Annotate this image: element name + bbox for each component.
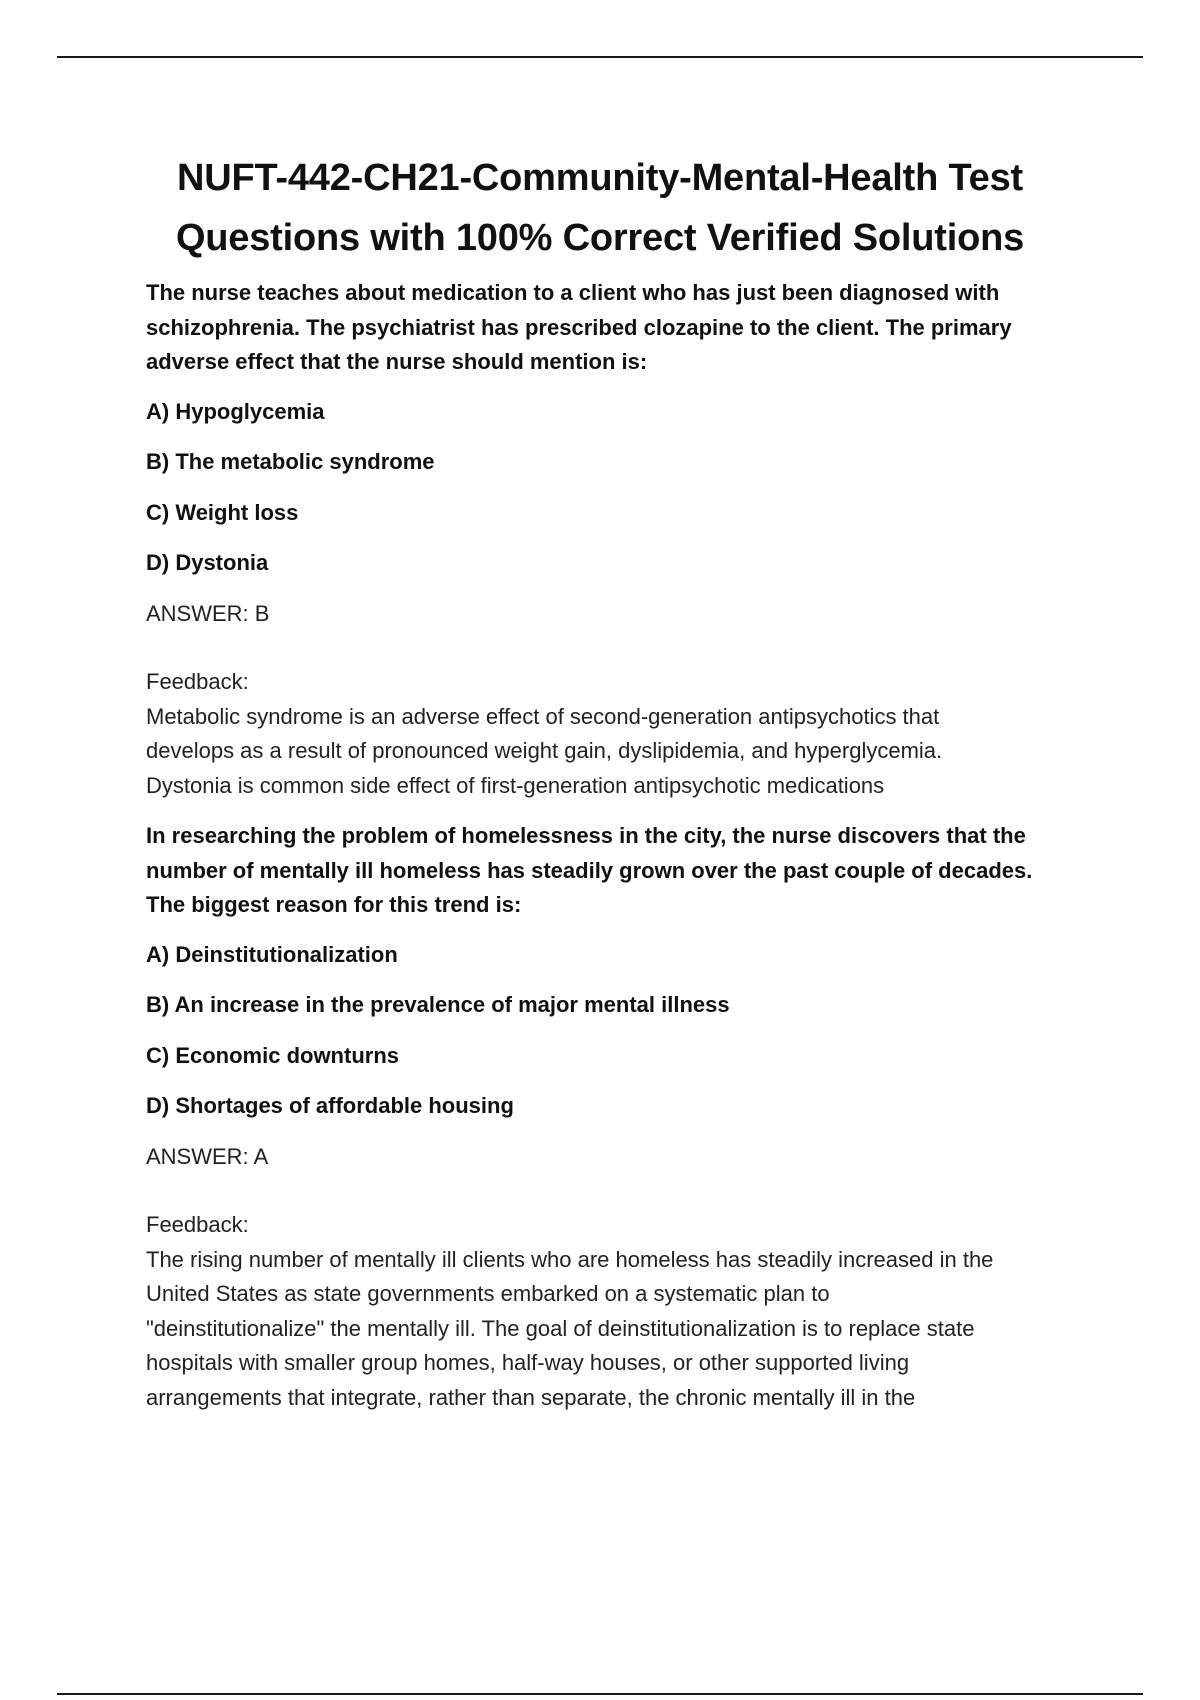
feedback-line: "deinstitutionalize" the mentally ill. The goal of deinstitutionalization is to replace state bbox=[146, 1315, 975, 1341]
question-stem bbox=[146, 819, 1096, 923]
feedback-line: Metabolic syndrome is an adverse effect of second-generation antipsychotics that bbox=[146, 703, 940, 729]
question-stem-line: adverse effect that the nurse should mention is: bbox=[146, 349, 648, 374]
correct-answer: ANSWER: B bbox=[146, 600, 270, 626]
footer-rule bbox=[57, 1693, 1143, 1695]
question-stem bbox=[146, 276, 1096, 380]
feedback-line: develops as a result of pronounced weight gain, dyslipidemia, and hyperglycemia. bbox=[146, 738, 943, 763]
feedback-line: United States as state governments embarked on a systematic plan to bbox=[146, 1281, 830, 1306]
feedback-text bbox=[146, 1243, 1096, 1416]
question-stem-line: number of mentally ill homeless has steadily grown over the past couple of decades. bbox=[146, 857, 1033, 883]
feedback-line: arrangements that integrate, rather than separate, the chronic mentally ill in the bbox=[146, 1384, 916, 1410]
question-block-1 bbox=[146, 276, 1096, 803]
feedback-text bbox=[146, 700, 1096, 804]
question-stem-line: The nurse teaches about medication to a client who has just been diagnosed with bbox=[146, 280, 1000, 305]
feedback-label: Feedback: bbox=[146, 669, 249, 694]
answer-option-d: D) Dystonia bbox=[146, 550, 269, 575]
question-stem-line: In researching the problem of homelessness in the city, the nurse discovers that the bbox=[146, 823, 1026, 848]
answer-option-b: B) An increase in the prevalence of major mental illness bbox=[146, 992, 730, 1017]
feedback-line: The rising number of mentally ill clients who are homeless has steadily increased in the bbox=[146, 1246, 994, 1272]
feedback-line: hospitals with smaller group homes, half-way houses, or other supported living bbox=[146, 1350, 910, 1375]
question-stem-line: The biggest reason for this trend is: bbox=[146, 892, 522, 917]
answer-option-d: D) Shortages of affordable housing bbox=[146, 1093, 514, 1118]
question-block-2 bbox=[146, 819, 1096, 1415]
answer-option-a: A) Hypoglycemia bbox=[146, 398, 325, 424]
answer-option-a: A) Deinstitutionalization bbox=[146, 941, 398, 967]
document-body bbox=[146, 276, 1096, 1431]
question-stem-line: schizophrenia. The psychiatrist has prescribed clozapine to the client. The primary bbox=[146, 314, 1012, 340]
header-rule bbox=[57, 56, 1143, 58]
feedback-line: Dystonia is common side effect of first-generation antipsychotic medications bbox=[146, 772, 885, 798]
page-title bbox=[100, 148, 1100, 268]
answer-option-c: C) Weight loss bbox=[146, 499, 299, 525]
title-line-1: NUFT-442-CH21-Community-Mental-Health Test bbox=[177, 157, 1023, 199]
answer-option-c: C) Economic downturns bbox=[146, 1042, 399, 1068]
correct-answer: ANSWER: A bbox=[146, 1143, 269, 1169]
feedback-label: Feedback: bbox=[146, 1212, 249, 1237]
answer-option-b: B) The metabolic syndrome bbox=[146, 449, 435, 474]
title-line-2: Questions with 100% Correct Verified Solutions bbox=[175, 217, 1025, 259]
